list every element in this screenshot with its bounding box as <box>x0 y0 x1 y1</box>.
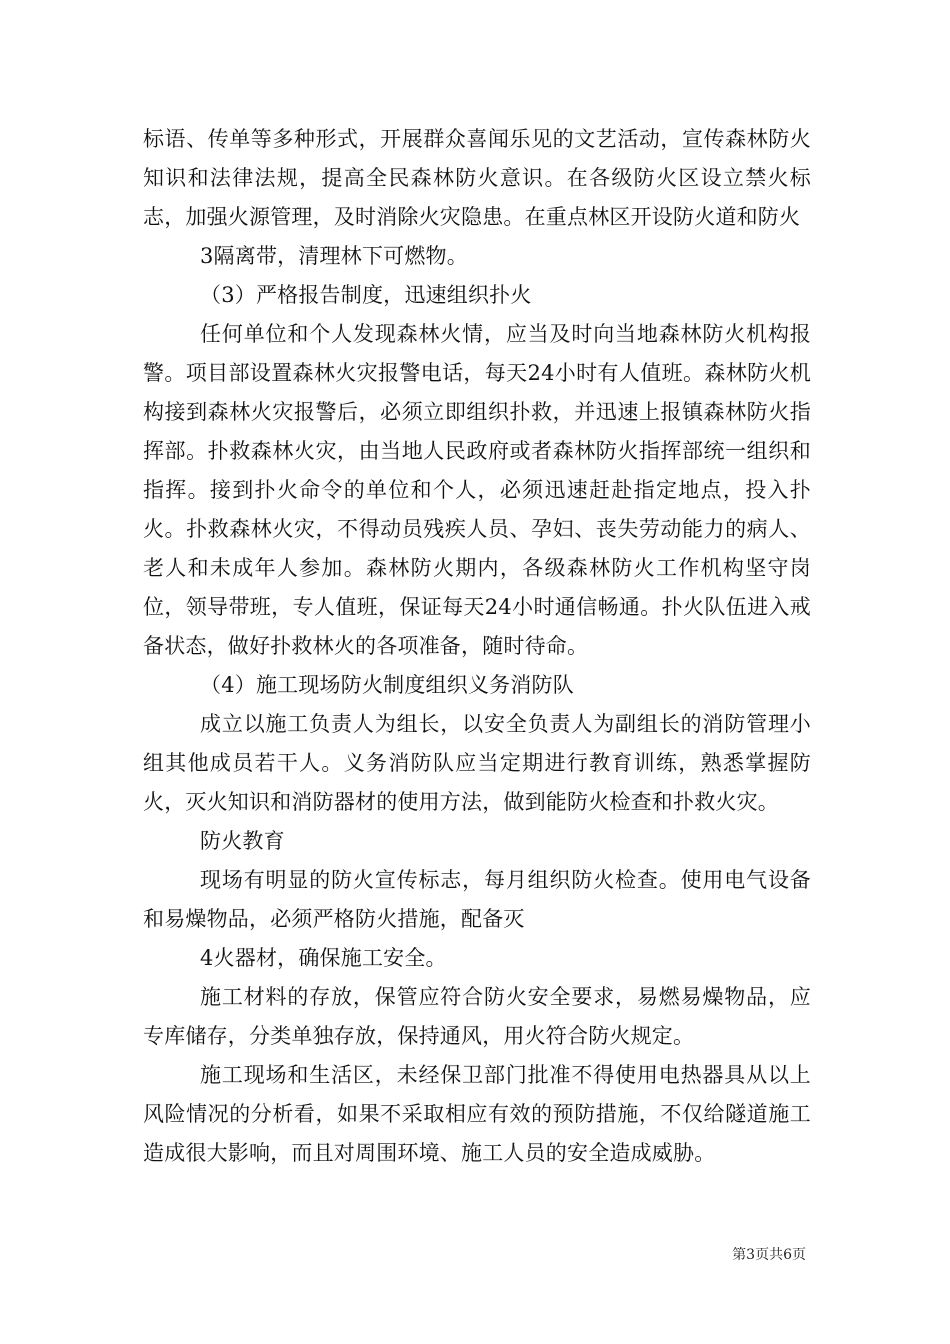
paragraph-fire-brigade: 成立以施工负责人为组长，以安全负责人为副组长的消防管理小组其他成员若干人。义务消防队应当定期进行教育训练，熟悉掌握防火，灭火知识和消防器材的使用方法，做到能防火检查和扑救火灾。 <box>143 712 811 814</box>
paragraph-fire-prevention-publicity: 标语、传单等多种形式，开展群众喜闻乐见的文艺活动，宣传森林防火知识和法律法规，提高全民森林防火意识。在各级防火区设立禁火标志，加强火源管理，及时消除火灾隐患。在重点林区开设防火道和防火 <box>143 127 811 229</box>
paragraph-material-storage: 施工材料的存放，保管应符合防火安全要求，易燃易燥物品，应专库储存，分类单独存放，保持通风，用火符合防火规定。 <box>143 985 811 1048</box>
heading-site-fire-system: （4）施工现场防火制度组织义务消防队 <box>200 673 574 697</box>
document-body <box>143 120 811 1173</box>
heading-reporting-system: （3）严格报告制度，迅速组织扑火 <box>200 283 532 307</box>
paragraph-isolation-belt: 3隔离带，清理林下可燃物。 <box>200 244 468 268</box>
paragraph-risk-analysis: 施工现场和生活区，未经保卫部门批准不得使用电热器具从以上风险情况的分析看，如果不采取相应有效的预防措施，不仅给隧道施工造成很大影响，而且对周围环境、施工人员的安全造成威胁。 <box>143 1063 811 1165</box>
page-number: 第3页共6页 <box>732 1247 806 1263</box>
paragraph-fire-reporting: 任何单位和个人发现森林火情，应当及时向当地森林防火机构报警。项目部设置森林火灾报警电话，每天24小时有人值班。森林防火机构接到森林火灾报警后，必须立即组织扑救，并迅速上报镇森林防火指挥部。扑救森林火灾，由当地人民政府或者森林防火指挥部统一组织和指挥。接到扑火命令的单位和个人，必须迅速赶赴指定地点，投入扑火。扑救森林火灾，不得动员残疾人员、孕妇、丧失劳动能力的病人、老人和未成年人参加。森林防火期内，各级森林防火工作机构坚守岗位，领导带班，专人值班，保证每天24小时通信畅通。扑火队伍进入戒备状态，做好扑救林火的各项准备，随时待命。 <box>143 322 811 658</box>
heading-fire-education: 防火教育 <box>200 829 285 853</box>
paragraph-fire-equipment: 4火器材，确保施工安全。 <box>200 946 447 970</box>
paragraph-fire-inspection: 现场有明显的防火宣传标志，每月组织防火检查。使用电气设备和易燥物品，必须严格防火措施，配备灭 <box>143 868 811 931</box>
